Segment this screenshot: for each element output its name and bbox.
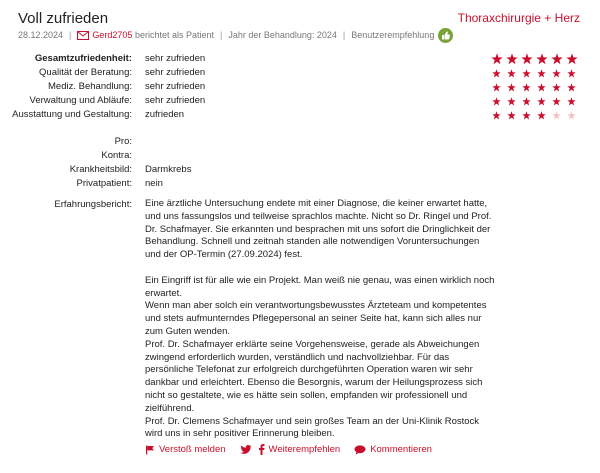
star-filled-icon xyxy=(534,108,549,122)
mail-icon[interactable] xyxy=(77,31,89,40)
star-filled-icon xyxy=(564,52,579,66)
separator: | xyxy=(69,30,72,40)
twitter-icon xyxy=(240,445,252,455)
star-filled-icon xyxy=(489,66,504,80)
thumbs-up-icon xyxy=(438,28,453,43)
review-meta xyxy=(18,28,453,42)
detail-label: Krankheitsbild: xyxy=(69,164,132,175)
star-filled-icon xyxy=(534,66,549,80)
separator: | xyxy=(342,30,346,40)
flag-icon xyxy=(145,445,155,455)
rating-label: Ausstattung und Gestaltung: xyxy=(12,109,132,120)
star-filled-icon xyxy=(489,108,504,122)
star-filled-icon xyxy=(549,94,564,108)
star-filled-icon xyxy=(504,108,519,122)
review-actions xyxy=(145,444,446,455)
rating-label: Verwaltung und Abläufe: xyxy=(29,95,132,106)
star-filled-icon xyxy=(534,52,549,66)
rating-row xyxy=(0,94,600,108)
detail-label: Kontra: xyxy=(101,150,132,161)
treatment-year: Jahr der Behandlung: 2024 xyxy=(228,30,337,40)
share-button[interactable] xyxy=(240,444,341,455)
rating-value: zufrieden xyxy=(145,109,185,120)
review-category[interactable]: Thoraxchirurgie + Herz xyxy=(457,11,580,25)
comment-label: Kommentieren xyxy=(370,444,432,455)
detail-row xyxy=(0,163,600,177)
detail-label: Pro: xyxy=(114,136,132,147)
star-filled-icon xyxy=(504,94,519,108)
facebook-icon xyxy=(258,444,265,455)
share-label: Weiterempfehlen xyxy=(268,444,341,455)
detail-value: nein xyxy=(145,178,163,189)
speech-bubble-icon xyxy=(354,445,366,455)
star-filled-icon xyxy=(489,52,504,66)
rating-label: Gesamtzufriedenheit: xyxy=(34,53,132,64)
detail-row xyxy=(0,135,600,149)
rating-value: sehr zufrieden xyxy=(145,81,206,92)
rating-row xyxy=(0,108,600,122)
star-filled-icon xyxy=(519,94,534,108)
review-date: 28.12.2024 xyxy=(18,30,64,40)
star-rating xyxy=(489,66,579,80)
star-empty-icon xyxy=(564,108,579,122)
star-empty-icon xyxy=(549,108,564,122)
report-button[interactable] xyxy=(145,444,226,455)
star-filled-icon xyxy=(564,94,579,108)
star-filled-icon xyxy=(504,52,519,66)
star-filled-icon xyxy=(519,80,534,94)
experience-label: Erfahrungsbericht: xyxy=(54,199,132,210)
star-filled-icon xyxy=(549,66,564,80)
star-filled-icon xyxy=(564,66,579,80)
star-filled-icon xyxy=(549,80,564,94)
separator: | xyxy=(219,30,223,40)
details-table xyxy=(0,135,600,191)
reporter-role: berichtet als Patient xyxy=(134,30,214,40)
rating-value: sehr zufrieden xyxy=(145,67,206,78)
rating-row xyxy=(0,80,600,94)
rating-label: Mediz. Behandlung: xyxy=(48,81,132,92)
experience-paragraph: Eine ärztliche Untersuchung endete mit einer Diagnose, die keiner erwartet hatte, und uns fassungslos und teilweise sprachlos machte. Nicht so Dr. Ringel und Prof. Dr. Schafmayer. Sie erkannten und besprachen mit uns sofort die Dringlichkeit der Behandlung. Schnell und zeitnah standen alle notwendigen Voruntersuchungen und der OP-Termin (27.09.2024) fest. xyxy=(145,198,492,261)
recommendation-label: Benutzerempfehlung xyxy=(351,30,435,40)
star-filled-icon xyxy=(549,52,564,66)
star-rating xyxy=(489,94,579,108)
review-title: Voll zufrieden xyxy=(18,10,109,27)
ratings-table xyxy=(0,52,600,122)
detail-label: Privatpatient: xyxy=(76,178,132,189)
star-rating xyxy=(489,52,579,66)
comment-button[interactable] xyxy=(354,444,432,455)
detail-row xyxy=(0,177,600,191)
rating-row xyxy=(0,52,600,66)
star-rating xyxy=(489,80,579,94)
star-filled-icon xyxy=(534,94,549,108)
report-label: Verstoß melden xyxy=(159,444,226,455)
star-filled-icon xyxy=(519,108,534,122)
star-filled-icon xyxy=(504,66,519,80)
detail-row xyxy=(0,149,600,163)
experience-paragraph: Ein Eingriff ist für alle wie ein Projekt. Man weiß nie genau, was einen wirklich noch erwartet. Wenn man aber solch ein verantwortungsbewusstes Ärzteteam und kompetentes und stets aufmunterndes Pflegepersonal an seiner Seite hat, kann sich alles nur zum Guten wenden. Prof. Dr. Schafmayer erklärte seine Vorgehensweise, gerade als Abweichungen zwingend erforderlich wurden, verständlich und nachvollziehbar. Für das persönliche Telefonat zur erfolgreich durchgeführten Operation waren wir sehr dankbar und erleichtert. Ebenso die Besorgnis, warum der Heilungsprozess sich nicht so gestaltete, wie es hätte sein sollen, empfanden wir professionell und zielführend. Prof. Dr. Clemens Schafmayer und sein großes Team an der Uni-Klinik Rostock wird uns in sehr positiver Erinnerung bleiben. xyxy=(145,274,495,440)
star-filled-icon xyxy=(489,94,504,108)
star-filled-icon xyxy=(489,80,504,94)
rating-label: Qualität der Beratung: xyxy=(39,67,132,78)
detail-value: Darmkrebs xyxy=(145,164,192,175)
star-filled-icon xyxy=(519,52,534,66)
rating-value: sehr zufrieden xyxy=(145,53,206,64)
star-filled-icon xyxy=(504,80,519,94)
rating-value: sehr zufrieden xyxy=(145,95,206,106)
star-filled-icon xyxy=(564,80,579,94)
rating-row xyxy=(0,66,600,80)
experience-report xyxy=(145,198,495,441)
star-rating xyxy=(489,108,579,122)
reviewer-username[interactable]: Gerd2705 xyxy=(92,30,133,40)
star-filled-icon xyxy=(519,66,534,80)
star-filled-icon xyxy=(534,80,549,94)
